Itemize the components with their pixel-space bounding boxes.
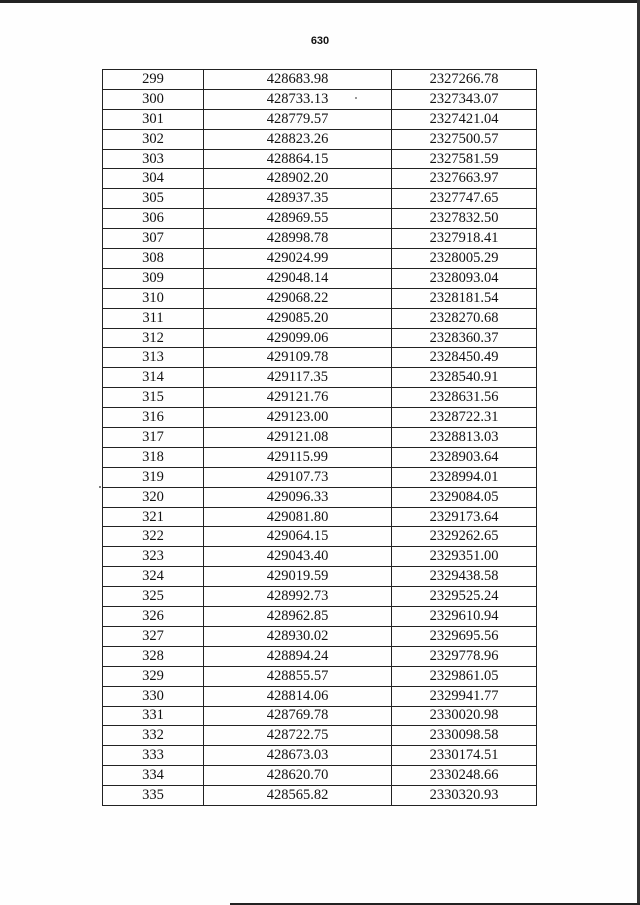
point-number-cell: 310 (103, 288, 204, 308)
point-number-cell: 334 (103, 766, 204, 786)
point-number-cell: 309 (103, 268, 204, 288)
x-coordinate-cell: 429096.33 (204, 487, 392, 507)
table-row (103, 268, 537, 288)
table-row (103, 626, 537, 646)
point-number-cell: 332 (103, 726, 204, 746)
x-coordinate-cell: 428823.26 (204, 129, 392, 149)
point-number-cell: 331 (103, 706, 204, 726)
x-coordinate-cell: 428779.57 (204, 109, 392, 129)
x-coordinate-cell: 429109.78 (204, 348, 392, 368)
x-coordinate-cell: 428969.55 (204, 209, 392, 229)
y-coordinate-cell: 2330320.93 (392, 786, 537, 806)
y-coordinate-cell: 2327421.04 (392, 109, 537, 129)
point-number-cell: 300 (103, 89, 204, 109)
y-coordinate-cell: 2327747.65 (392, 189, 537, 209)
x-coordinate-cell: 429068.22 (204, 288, 392, 308)
table-row (103, 527, 537, 547)
point-number-cell: 311 (103, 308, 204, 328)
x-coordinate-cell: 429099.06 (204, 328, 392, 348)
x-coordinate-cell: 428992.73 (204, 587, 392, 607)
x-coordinate-cell: 428937.35 (204, 189, 392, 209)
y-coordinate-cell: 2330174.51 (392, 746, 537, 766)
scan-edge-top (0, 0, 640, 3)
table-row (103, 328, 537, 348)
x-coordinate-cell: 429121.76 (204, 388, 392, 408)
table-row (103, 507, 537, 527)
table-row (103, 786, 537, 806)
table-row (103, 388, 537, 408)
y-coordinate-cell: 2327581.59 (392, 149, 537, 169)
x-coordinate-cell: 429043.40 (204, 547, 392, 567)
point-number-cell: 315 (103, 388, 204, 408)
x-coordinate-cell: 428864.15 (204, 149, 392, 169)
table-row (103, 209, 537, 229)
point-number-cell: 312 (103, 328, 204, 348)
point-number-cell: 319 (103, 467, 204, 487)
x-coordinate-cell: 428930.02 (204, 626, 392, 646)
x-coordinate-cell: 429024.99 (204, 249, 392, 269)
table-row (103, 229, 537, 249)
point-number-cell: 299 (103, 70, 204, 90)
x-coordinate-cell: 429085.20 (204, 308, 392, 328)
point-number-cell: 304 (103, 169, 204, 189)
y-coordinate-cell: 2329778.96 (392, 646, 537, 666)
x-coordinate-cell: 428855.57 (204, 666, 392, 686)
x-coordinate-cell: 428722.75 (204, 726, 392, 746)
y-coordinate-cell: 2330248.66 (392, 766, 537, 786)
point-number-cell: 330 (103, 686, 204, 706)
table-row (103, 746, 537, 766)
x-coordinate-cell: 428620.70 (204, 766, 392, 786)
table-row (103, 666, 537, 686)
table-row (103, 447, 537, 467)
point-number-cell: 329 (103, 666, 204, 686)
point-number-cell: 323 (103, 547, 204, 567)
x-coordinate-cell: 428814.06 (204, 686, 392, 706)
x-coordinate-cell: 429019.59 (204, 567, 392, 587)
point-number-cell: 333 (103, 746, 204, 766)
table-row (103, 686, 537, 706)
y-coordinate-cell: 2329861.05 (392, 666, 537, 686)
point-number-cell: 301 (103, 109, 204, 129)
y-coordinate-cell: 2328450.49 (392, 348, 537, 368)
point-number-cell: 322 (103, 527, 204, 547)
point-number-cell: 314 (103, 368, 204, 388)
y-coordinate-cell: 2329610.94 (392, 607, 537, 627)
table-row (103, 109, 537, 129)
point-number-cell: 328 (103, 646, 204, 666)
y-coordinate-cell: 2328093.04 (392, 268, 537, 288)
y-coordinate-cell: 2327500.57 (392, 129, 537, 149)
x-coordinate-cell: 428683.98 (204, 70, 392, 90)
y-coordinate-cell: 2329351.00 (392, 547, 537, 567)
x-coordinate-cell: 428902.20 (204, 169, 392, 189)
x-coordinate-cell: 429064.15 (204, 527, 392, 547)
x-coordinate-cell: 429117.35 (204, 368, 392, 388)
table-row (103, 766, 537, 786)
x-coordinate-cell: 428673.03 (204, 746, 392, 766)
point-number-cell: 320 (103, 487, 204, 507)
x-coordinate-cell: 428769.78 (204, 706, 392, 726)
table-row (103, 70, 537, 90)
x-coordinate-cell: 428998.78 (204, 229, 392, 249)
y-coordinate-cell: 2330020.98 (392, 706, 537, 726)
point-number-cell: 327 (103, 626, 204, 646)
point-number-cell: 313 (103, 348, 204, 368)
table-row (103, 288, 537, 308)
point-number-cell: 305 (103, 189, 204, 209)
point-number-cell: 324 (103, 567, 204, 587)
y-coordinate-cell: 2328540.91 (392, 368, 537, 388)
coordinate-table-body (103, 70, 537, 806)
y-coordinate-cell: 2329262.65 (392, 527, 537, 547)
point-number-cell: 317 (103, 428, 204, 448)
table-row (103, 567, 537, 587)
table-row (103, 348, 537, 368)
table-row (103, 587, 537, 607)
point-number-cell: 321 (103, 507, 204, 527)
y-coordinate-cell: 2328270.68 (392, 308, 537, 328)
point-number-cell: 326 (103, 607, 204, 627)
table-row (103, 487, 537, 507)
x-coordinate-cell: 429123.00 (204, 408, 392, 428)
y-coordinate-cell: 2327832.50 (392, 209, 537, 229)
y-coordinate-cell: 2328903.64 (392, 447, 537, 467)
y-coordinate-cell: 2328722.31 (392, 408, 537, 428)
point-number-cell: 308 (103, 249, 204, 269)
y-coordinate-cell: 2327663.97 (392, 169, 537, 189)
point-number-cell: 325 (103, 587, 204, 607)
table-row (103, 368, 537, 388)
table-row (103, 428, 537, 448)
page-number: 630 (310, 35, 330, 47)
x-coordinate-cell: 428962.85 (204, 607, 392, 627)
point-number-cell: 306 (103, 209, 204, 229)
y-coordinate-cell: 2328631.56 (392, 388, 537, 408)
y-coordinate-cell: 2328813.03 (392, 428, 537, 448)
x-coordinate-cell: 429107.73 (204, 467, 392, 487)
table-row (103, 706, 537, 726)
table-row (103, 308, 537, 328)
table-row (103, 607, 537, 627)
table-row (103, 189, 537, 209)
y-coordinate-cell: 2329084.05 (392, 487, 537, 507)
y-coordinate-cell: 2328005.29 (392, 249, 537, 269)
y-coordinate-cell: 2328181.54 (392, 288, 537, 308)
scan-speck (99, 486, 101, 488)
y-coordinate-cell: 2329173.64 (392, 507, 537, 527)
y-coordinate-cell: 2329695.56 (392, 626, 537, 646)
x-coordinate-cell: 428733.13 (204, 89, 392, 109)
table-row (103, 129, 537, 149)
point-number-cell: 307 (103, 229, 204, 249)
table-row (103, 547, 537, 567)
point-number-cell: 318 (103, 447, 204, 467)
table-row (103, 726, 537, 746)
x-coordinate-cell: 429115.99 (204, 447, 392, 467)
x-coordinate-cell: 429048.14 (204, 268, 392, 288)
table-row (103, 169, 537, 189)
table-row (103, 249, 537, 269)
y-coordinate-cell: 2329525.24 (392, 587, 537, 607)
table-row (103, 467, 537, 487)
point-number-cell: 302 (103, 129, 204, 149)
table-row (103, 408, 537, 428)
table-row (103, 149, 537, 169)
y-coordinate-cell: 2327343.07 (392, 89, 537, 109)
point-number-cell: 303 (103, 149, 204, 169)
y-coordinate-cell: 2327266.78 (392, 70, 537, 90)
y-coordinate-cell: 2330098.58 (392, 726, 537, 746)
point-number-cell: 335 (103, 786, 204, 806)
x-coordinate-cell: 429081.80 (204, 507, 392, 527)
point-number-cell: 316 (103, 408, 204, 428)
y-coordinate-cell: 2329438.58 (392, 567, 537, 587)
coordinate-table (102, 69, 537, 806)
x-coordinate-cell: 428894.24 (204, 646, 392, 666)
y-coordinate-cell: 2329941.77 (392, 686, 537, 706)
x-coordinate-cell: 429121.08 (204, 428, 392, 448)
y-coordinate-cell: 2328360.37 (392, 328, 537, 348)
table-row (103, 646, 537, 666)
y-coordinate-cell: 2327918.41 (392, 229, 537, 249)
y-coordinate-cell: 2328994.01 (392, 467, 537, 487)
table-row (103, 89, 537, 109)
x-coordinate-cell: 428565.82 (204, 786, 392, 806)
